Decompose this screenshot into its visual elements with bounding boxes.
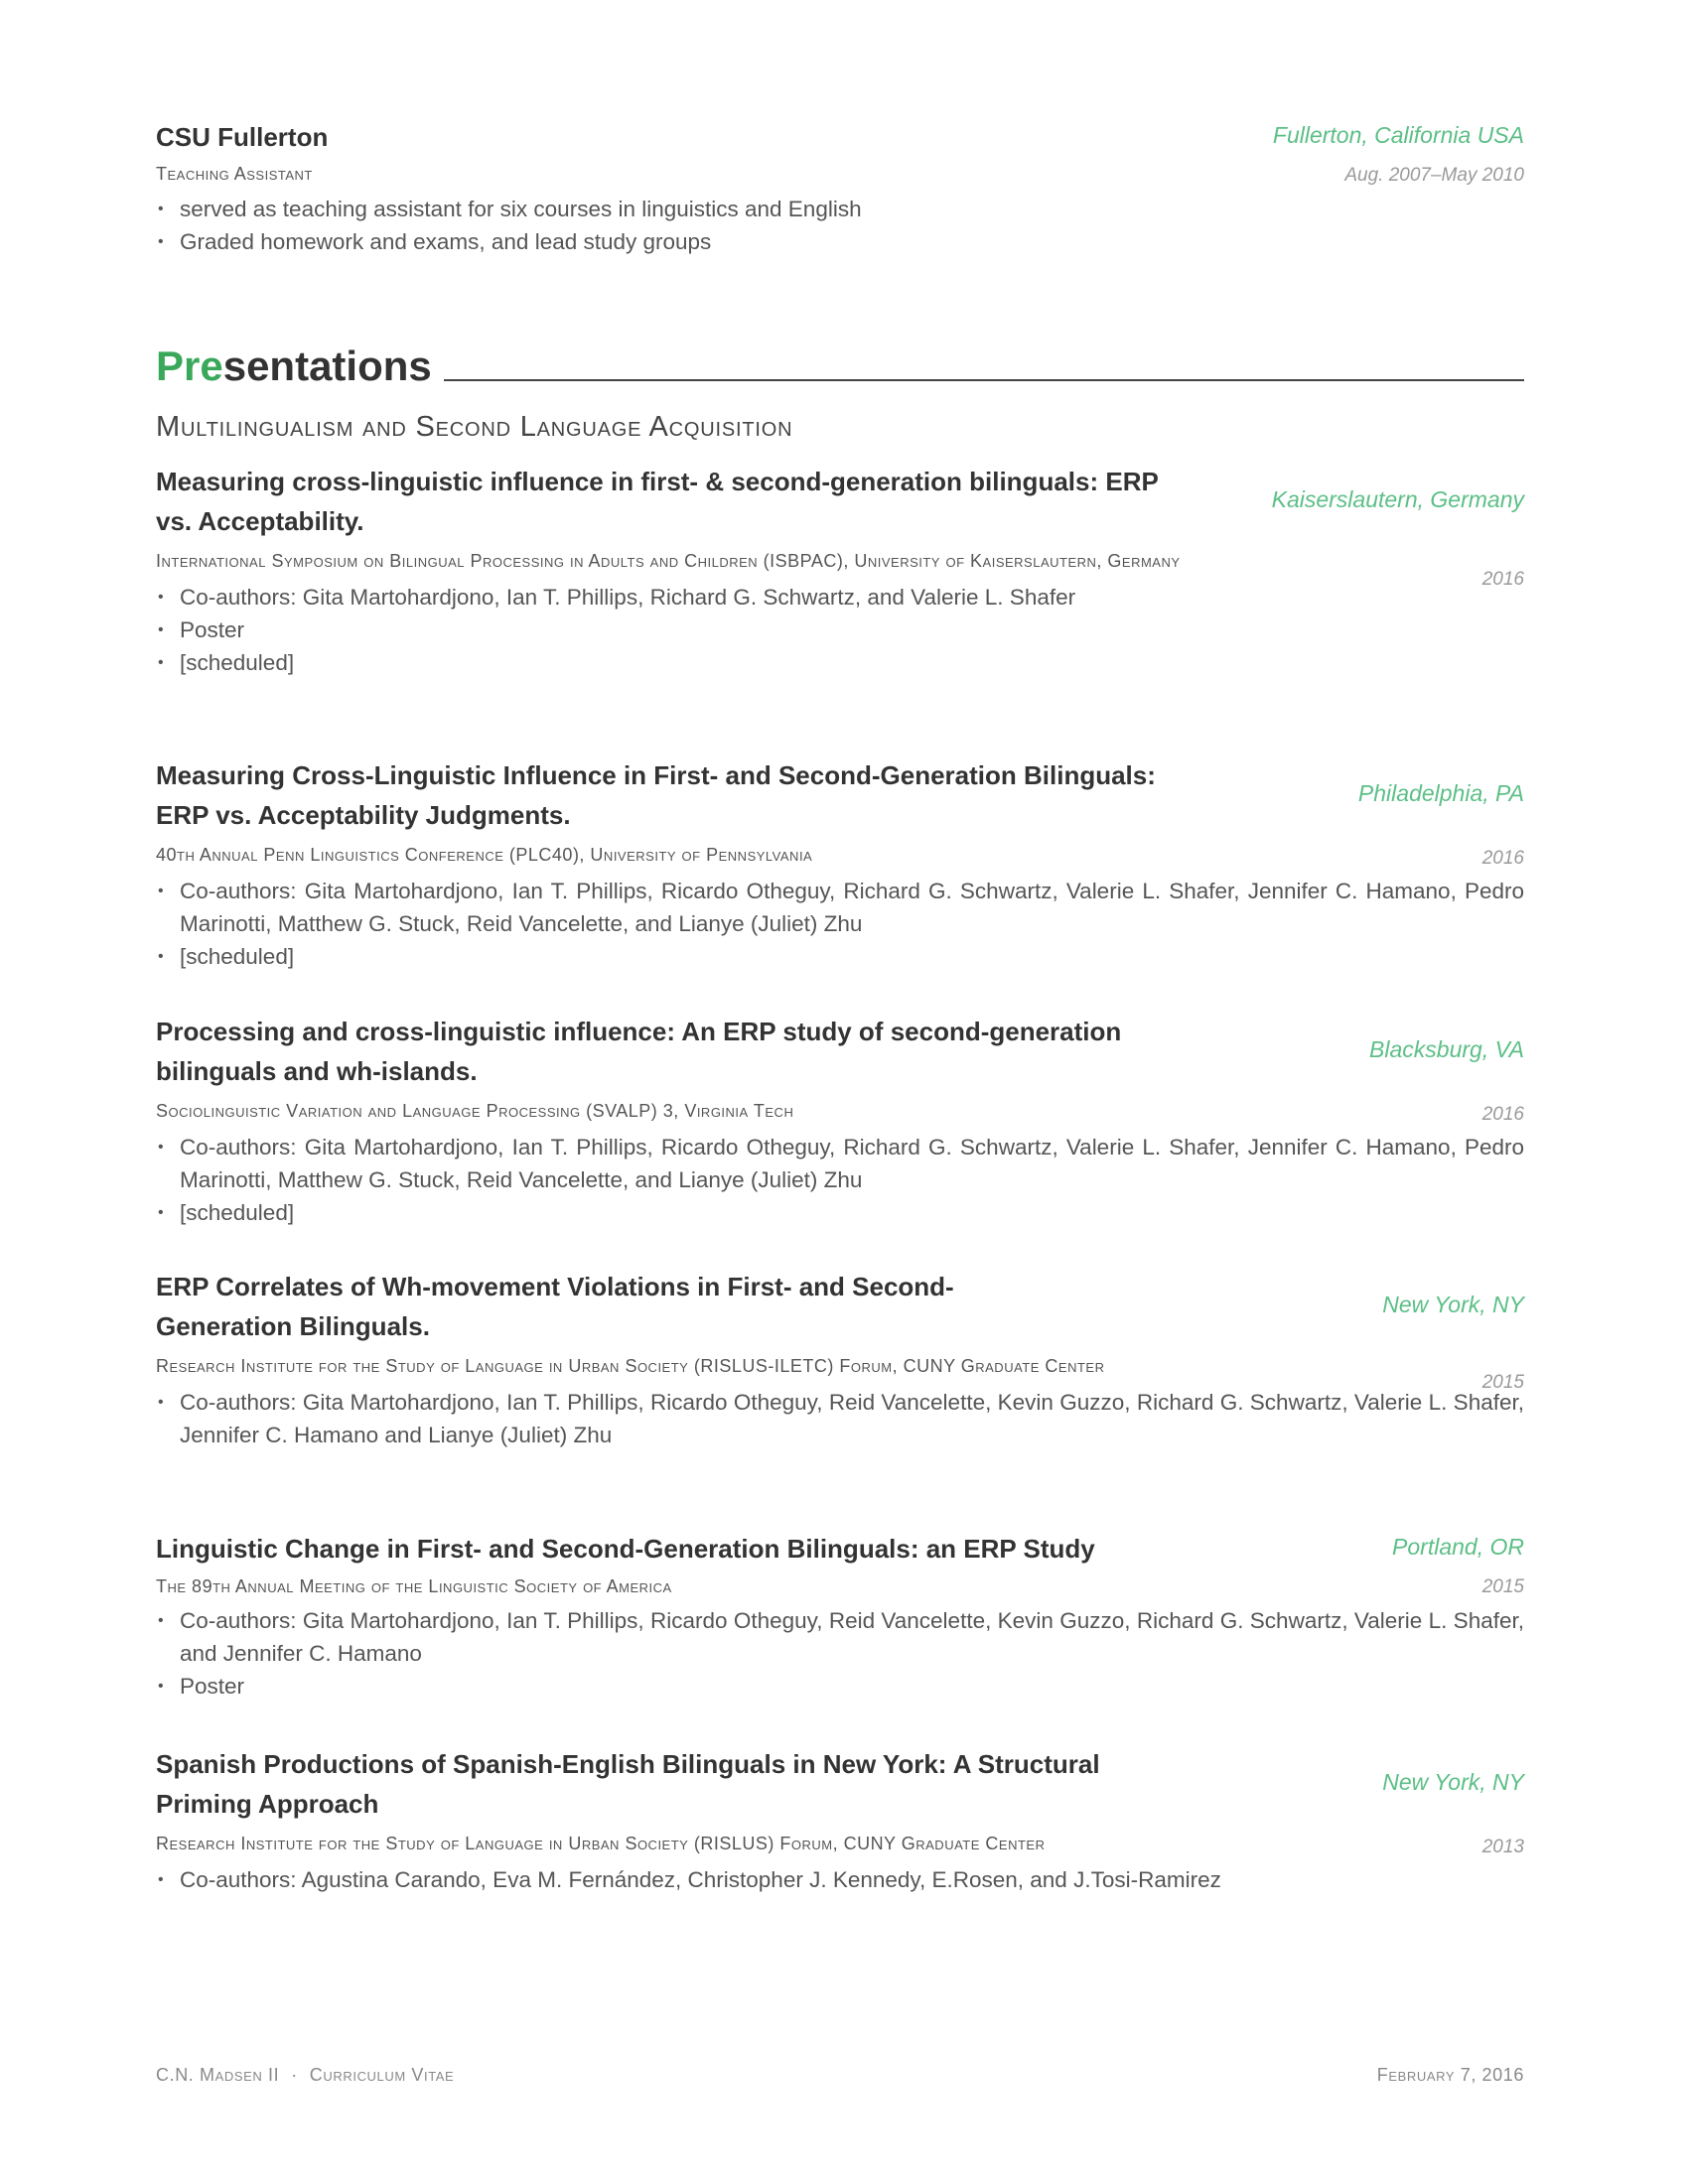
presentation-location: Blacksburg, VA bbox=[1369, 1036, 1524, 1062]
presentation-year: 2015 bbox=[1481, 1576, 1524, 1597]
section-rule bbox=[444, 379, 1524, 381]
presentation-bullet: • Poster bbox=[156, 614, 1524, 646]
footer-date: February 7, 2016 bbox=[1376, 2065, 1524, 2085]
footer-name: C.N. Madsen II bbox=[156, 2065, 280, 2085]
presentation-bullets bbox=[156, 1863, 1524, 1896]
presentation-entry bbox=[156, 755, 1524, 973]
presentation-year: 2016 bbox=[1481, 569, 1524, 590]
presentation-bullets bbox=[156, 1604, 1524, 1703]
presentation-venue: The 89th Annual Meeting of the Linguistic Society of America bbox=[156, 1576, 672, 1596]
experience-location: Fullerton, California USA bbox=[1272, 122, 1524, 148]
presentation-bullet: • Co-authors: Agustina Carando, Eva M. Fernández, Christopher J. Kennedy, E.Rosen, and J.Tosi-Ramirez bbox=[156, 1863, 1524, 1896]
presentation-venue: Research Institute for the Study of Language in Urban Society (RISLUS) Forum, CUNY Graduate Center bbox=[156, 1834, 1046, 1853]
experience-org: CSU Fullerton bbox=[156, 122, 329, 152]
presentation-title: Processing and cross-linguistic influence: An ERP study of second-generation bilinguals and wh-islands. bbox=[156, 1017, 1122, 1086]
presentation-venue: International Symposium on Bilingual Processing in Adults and Children (ISBPAC), University of Kaiserslautern, Germany bbox=[156, 551, 1181, 571]
section-title-rest: sentations bbox=[222, 342, 432, 389]
presentation-entry bbox=[156, 1012, 1524, 1229]
experience-bullets bbox=[156, 193, 1524, 258]
presentation-year: 2013 bbox=[1481, 1837, 1524, 1857]
presentation-bullets bbox=[156, 1131, 1524, 1229]
presentation-venue: Research Institute for the Study of Language in Urban Society (RISLUS-ILETC) Forum, CUNY Graduate Center bbox=[156, 1356, 1105, 1376]
presentation-year: 2015 bbox=[1481, 1372, 1524, 1393]
presentation-bullet: • [scheduled] bbox=[156, 940, 1524, 973]
footer-doc-title: Curriculum Vitae bbox=[309, 2065, 455, 2085]
presentation-location: New York, NY bbox=[1382, 1292, 1524, 1317]
presentation-location: Portland, OR bbox=[1392, 1534, 1524, 1560]
section-heading-presentations bbox=[156, 331, 1524, 390]
presentation-bullet: • [scheduled] bbox=[156, 646, 1524, 679]
presentation-entry bbox=[156, 1267, 1524, 1451]
section-title-accent: Pre bbox=[156, 342, 223, 389]
presentation-entry bbox=[156, 462, 1524, 679]
presentation-year: 2016 bbox=[1481, 1104, 1524, 1125]
presentation-bullet: • Co-authors: Gita Martohardjono, Ian T. Phillips, Ricardo Otheguy, Richard G. Schwartz, Valerie L. Shafer, Jennifer C. Hamano, Pedro Marinotti, Matthew G. Stuck, Reid Vancelette, and Lianye (Juliet) Zhu bbox=[156, 1131, 1524, 1196]
experience-dates: Aug. 2007–May 2010 bbox=[1344, 165, 1524, 186]
presentation-bullet: • Co-authors: Gita Martohardjono, Ian T. Phillips, Richard G. Schwartz, and Valerie L. Shafer bbox=[156, 581, 1524, 614]
presentation-venue: 40th Annual Penn Linguistics Conference (PLC40), University of Pennsylvania bbox=[156, 845, 813, 865]
experience-bullet: • Graded homework and exams, and lead study groups bbox=[156, 225, 1524, 258]
presentation-bullets bbox=[156, 581, 1524, 679]
presentation-bullet: • Co-authors: Gita Martohardjono, Ian T. Phillips, Ricardo Otheguy, Richard G. Schwartz, Valerie L. Shafer, Jennifer C. Hamano, Pedro Marinotti, Matthew G. Stuck, Reid Vancelette, and Lianye (Juliet) Zhu bbox=[156, 875, 1524, 940]
presentation-location: Kaiserslautern, Germany bbox=[1271, 486, 1524, 512]
presentation-bullet: • [scheduled] bbox=[156, 1196, 1524, 1229]
presentation-bullets bbox=[156, 1386, 1524, 1451]
experience-bullet: • served as teaching assistant for six courses in linguistics and English bbox=[156, 193, 1524, 225]
presentation-bullet: • Co-authors: Gita Martohardjono, Ian T. Phillips, Ricardo Otheguy, Reid Vancelette, Kevin Guzzo, Richard G. Schwartz, Valerie L. Shafer, and Jennifer C. Hamano bbox=[156, 1604, 1524, 1670]
presentation-title: Measuring Cross-Linguistic Influence in First- and Second-Generation Bilinguals: ERP vs. Acceptability Judgments. bbox=[156, 760, 1156, 830]
presentation-entry bbox=[156, 1744, 1524, 1896]
section-title bbox=[156, 342, 432, 390]
page-footer bbox=[156, 2065, 1524, 2086]
presentation-location: Philadelphia, PA bbox=[1357, 780, 1524, 806]
presentation-title: Measuring cross-linguistic influence in first- & second-generation bilinguals: ERP vs. Acceptability. bbox=[156, 467, 1159, 536]
presentation-title: Spanish Productions of Spanish-English Bilinguals in New York: A Structural Priming Approach bbox=[156, 1749, 1100, 1819]
presentation-bullet: • Co-authors: Gita Martohardjono, Ian T. Phillips, Ricardo Otheguy, Reid Vancelette, Kevin Guzzo, Richard G. Schwartz, Valerie L. Shafer, Jennifer C. Hamano and Lianye (Juliet) Zhu bbox=[156, 1386, 1524, 1451]
subsection-title: Multilingualism and Second Language Acquisition bbox=[156, 411, 793, 443]
presentation-entry bbox=[156, 1529, 1524, 1703]
presentation-title: Linguistic Change in First- and Second-Generation Bilinguals: an ERP Study bbox=[156, 1534, 1095, 1564]
experience-role: Teaching Assistant bbox=[156, 164, 313, 184]
presentation-bullet: • Poster bbox=[156, 1670, 1524, 1703]
experience-entry bbox=[156, 117, 1524, 258]
footer-separator: · bbox=[291, 2065, 298, 2085]
presentation-year: 2016 bbox=[1481, 848, 1524, 869]
presentation-location: New York, NY bbox=[1382, 1769, 1524, 1795]
presentation-bullets bbox=[156, 875, 1524, 973]
presentation-title: ERP Correlates of Wh-movement Violations in First- and Second-Generation Bilinguals. bbox=[156, 1272, 954, 1341]
presentation-venue: Sociolinguistic Variation and Language Processing (SVALP) 3, Virginia Tech bbox=[156, 1101, 794, 1121]
